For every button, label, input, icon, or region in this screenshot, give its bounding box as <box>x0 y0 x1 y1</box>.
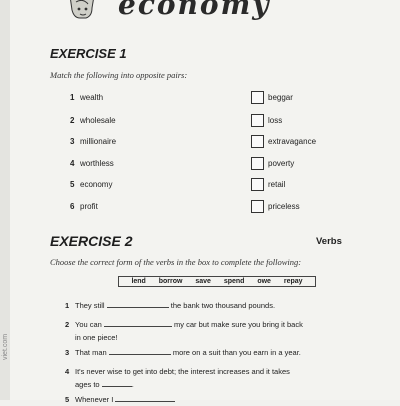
opposite-word: poverty <box>268 159 295 168</box>
sentence-item: 3 That man more on a suit than you earn in a year. <box>65 348 301 357</box>
sentence-item: 4 It's never wise to get into debt; the interest increases and it takes ages to . <box>65 367 290 389</box>
list-item: 2 wholesale <box>70 116 116 125</box>
answer-blank[interactable] <box>115 394 175 402</box>
match-checkbox[interactable] <box>251 200 264 213</box>
match-checkbox[interactable] <box>251 135 264 148</box>
opposite-word: priceless <box>268 202 300 211</box>
cartoon-illustration <box>66 0 100 22</box>
opposite-word: extravagance <box>268 137 317 146</box>
list-item: 5 economy <box>70 180 113 189</box>
match-checkbox[interactable] <box>251 157 264 170</box>
verb-word: owe <box>257 278 271 285</box>
exercise-1-heading: EXERCISE 1 <box>50 46 127 61</box>
opposite-word: beggar <box>268 93 293 102</box>
spine-watermark: viet.com <box>2 333 9 360</box>
sentence-item: 1 They still the bank two thousand pounds. <box>65 301 276 310</box>
sentence-item: 5 Whenever I <box>65 393 350 406</box>
list-item: 1 wealth <box>70 93 104 102</box>
match-checkbox[interactable] <box>251 178 264 191</box>
verb-word: lend <box>131 278 146 285</box>
opposite-word: retail <box>268 180 286 189</box>
answer-blank[interactable] <box>102 379 132 387</box>
verb-box <box>118 276 316 287</box>
answer-blank[interactable] <box>109 347 171 355</box>
unit-title: economy <box>118 0 271 21</box>
sentence-item: 2 You can my car but make sure you bring it back in one piece! <box>65 320 303 342</box>
verb-word: save <box>195 278 211 285</box>
verb-word: repay <box>283 278 303 285</box>
verb-word: borrow <box>158 278 183 285</box>
list-item: 6 profit <box>70 202 98 211</box>
verb-word: spend <box>223 278 245 285</box>
match-checkbox[interactable] <box>251 114 264 127</box>
exercise-2-instruction: Choose the correct form of the verbs in the box to complete the following: <box>50 257 302 267</box>
list-item: 3 millionaire <box>70 137 117 146</box>
exercise-1-instruction: Match the following into opposite pairs: <box>50 70 188 80</box>
answer-blank[interactable] <box>107 300 169 308</box>
match-checkbox[interactable] <box>251 91 264 104</box>
topic-label: Verbs <box>316 236 342 247</box>
opposite-word: loss <box>268 116 283 125</box>
answer-blank[interactable] <box>104 319 172 327</box>
list-item: 4 worthless <box>70 159 114 168</box>
exercise-2-heading: EXERCISE 2 <box>50 233 133 249</box>
